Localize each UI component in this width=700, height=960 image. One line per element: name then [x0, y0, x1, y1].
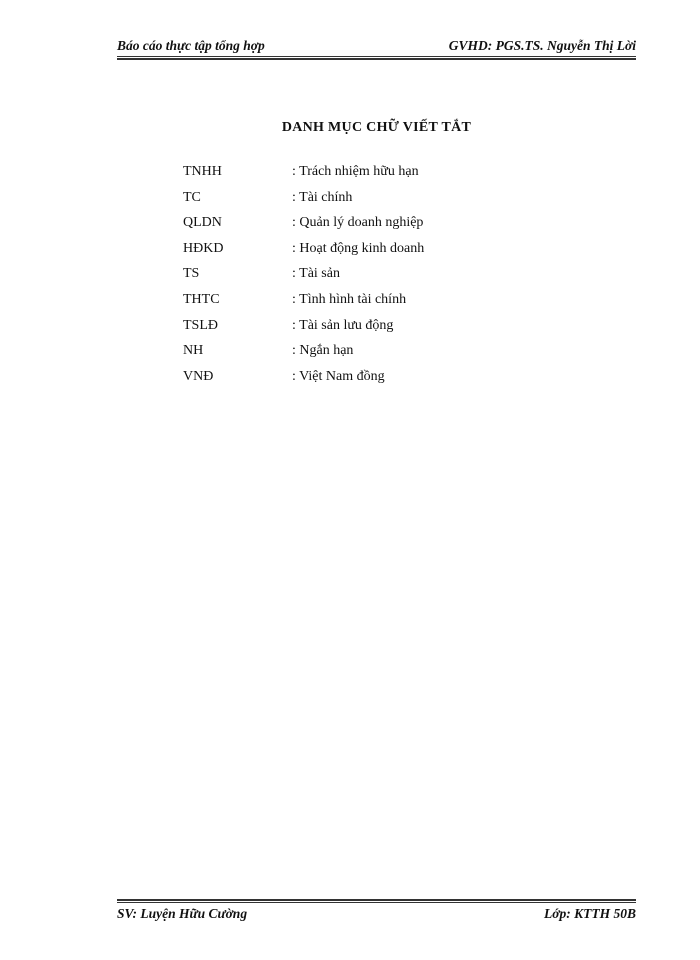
abbreviation-row	[183, 266, 583, 292]
abbreviation-row	[183, 164, 583, 190]
abbreviation-definition: : Hoạt động kinh doanh	[292, 240, 425, 256]
abbreviation-term: VNĐ	[183, 368, 214, 384]
abbreviation-row	[183, 190, 583, 216]
header-divider	[117, 56, 636, 60]
footer-divider	[117, 899, 636, 903]
abbreviation-row	[183, 369, 583, 395]
abbreviation-definition: : Quản lý doanh nghiệp	[292, 215, 424, 231]
abbreviation-row	[183, 318, 583, 344]
abbreviation-definition: : Tài sản	[292, 266, 340, 282]
page-footer	[117, 906, 636, 924]
abbreviation-definition: : Ngắn hạn	[292, 343, 354, 359]
abbreviation-term: NH	[183, 343, 204, 359]
header-supervisor: GVHD: PGS.TS. Nguyễn Thị Lời	[448, 38, 636, 53]
abbreviation-list	[183, 164, 583, 394]
abbreviation-definition: : Tài sản lưu động	[292, 317, 394, 333]
footer-student-name: SV: Luyện Hữu Cường	[117, 906, 248, 921]
abbreviation-row	[183, 343, 583, 369]
abbreviation-term: TS	[183, 266, 200, 282]
abbreviation-definition: : Trách nhiệm hữu hạn	[292, 164, 419, 179]
abbreviation-term: QLDN	[183, 215, 222, 231]
page-header	[117, 38, 636, 56]
header-report-title: Báo cáo thực tập tổng hợp	[117, 38, 265, 53]
abbreviation-term: TNHH	[183, 164, 222, 179]
page-title: DANH MỤC CHỮ VIẾT TẮT	[281, 120, 472, 135]
abbreviation-row	[183, 215, 583, 241]
abbreviation-definition: : Việt Nam đồng	[292, 368, 385, 384]
abbreviation-definition: : Tình hình tài chính	[292, 291, 407, 307]
abbreviation-term: TSLĐ	[183, 317, 218, 333]
footer-class: Lớp: KTTH 50B	[544, 906, 636, 921]
abbreviation-row	[183, 292, 583, 318]
abbreviation-definition: : Tài chính	[292, 189, 353, 205]
abbreviation-term: TC	[183, 189, 201, 205]
abbreviation-row	[183, 241, 583, 267]
abbreviation-term: HĐKD	[183, 240, 224, 256]
abbreviation-term: THTC	[183, 291, 220, 307]
